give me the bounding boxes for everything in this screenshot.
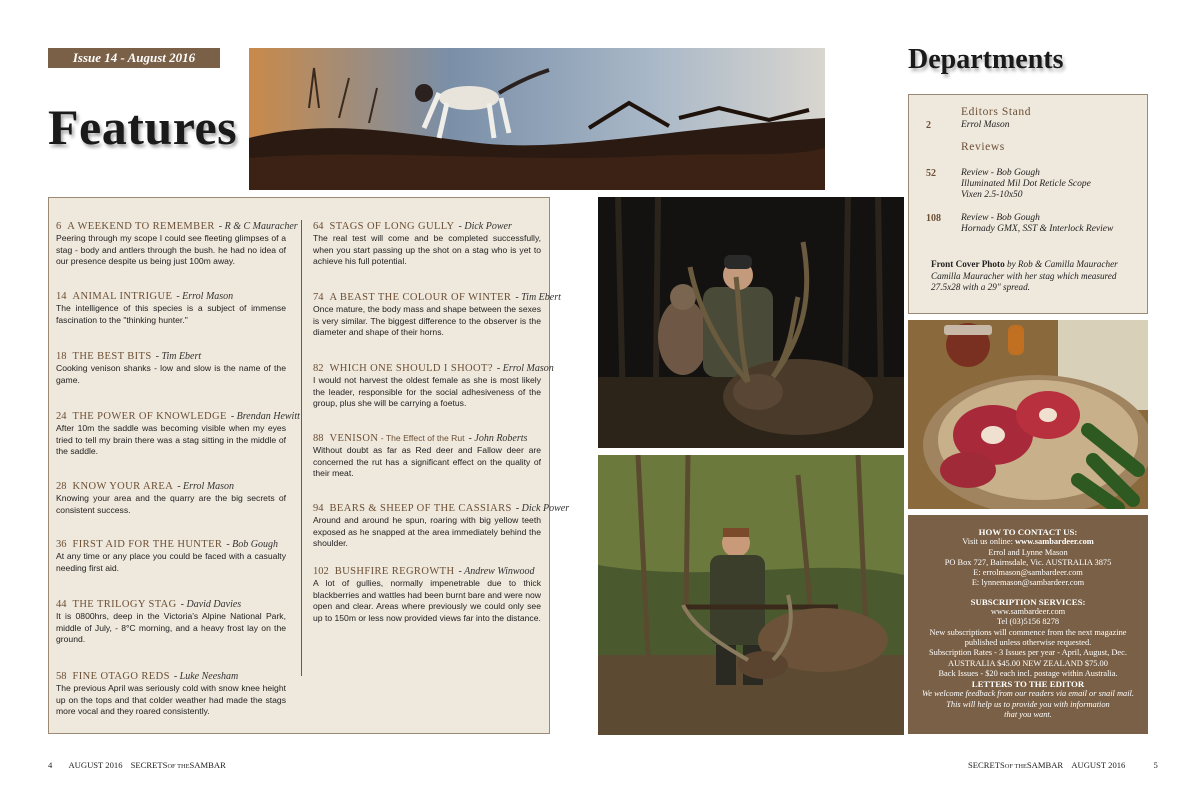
feature-summary: Cooking venison shanks - low and slow is the name of the game. <box>56 363 286 385</box>
features-list-panel <box>48 197 570 734</box>
feature-summary: Once mature, the body mass and shape between the sexes is very similar. The biggest difference to the observer is the diameter and shape of their horns. <box>313 304 541 338</box>
subscription-text: AUSTRALIA $45.00 NEW ZEALAND $75.00 <box>948 658 1108 668</box>
editors-stand-heading: Editors Stand <box>961 106 1032 118</box>
department-page: 2 <box>926 120 931 131</box>
cover-photo-credit <box>931 259 1141 294</box>
feature-summary: I would not harvest the oldest female as she is most likely the leader, responsible for the social adhesiveness of the group, plus she will be carrying a foetus. <box>313 375 541 409</box>
contact-online-label: Visit us online: <box>962 537 1015 547</box>
hero-photo-hunting-dog <box>249 48 825 190</box>
feature-page: 6 <box>56 221 62 232</box>
feature-item[interactable] <box>56 538 286 598</box>
feature-item[interactable] <box>56 220 298 290</box>
feature-title: KNOW YOUR AREA <box>72 481 174 492</box>
feature-author: - Bob Gough <box>226 539 278 550</box>
feature-page: 18 <box>56 351 67 362</box>
feature-title: THE TRILOGY STAG <box>72 599 177 610</box>
letters-text: This will help us to provide you with information <box>946 699 1110 709</box>
feature-summary: Around and around he spun, roaring with big yellow teeth exposed as he snapped at the area immediately behind the shoulder. <box>313 515 541 549</box>
feature-author: - Errol Mason <box>176 291 234 302</box>
feature-summary: Knowing your area and the quarry are the big secrets of consistent success. <box>56 493 286 515</box>
page-number: 4 <box>48 760 53 770</box>
footer-left <box>48 760 226 770</box>
feature-author: - Brendan Hewitt <box>230 411 300 422</box>
feature-item[interactable] <box>313 432 541 502</box>
magazine-name: SECRETSOF THESAMBAR <box>130 760 226 770</box>
letters-text: We welcome feedback from our readers via email or snail mail. <box>922 689 1134 699</box>
subscription-phone: Tel (03)5156 8278 <box>996 617 1060 627</box>
review-line: Illuminated Mil Dot Reticle Scope <box>961 179 1091 189</box>
feature-page: 14 <box>56 291 67 302</box>
feature-author: - Andrew Winwood <box>458 566 535 577</box>
photo-venison-shanks <box>908 320 1148 509</box>
subscription-text: New subscriptions will commence from the next magazine <box>929 627 1127 637</box>
footer-date: AUGUST 2016 <box>68 760 123 770</box>
feature-page: 74 <box>313 292 324 303</box>
subscription-text: Subscription Rates - 3 Issues per year - April, August, Dec. <box>929 648 1127 658</box>
feature-item[interactable] <box>56 350 286 410</box>
feature-summary: Without doubt as far as Red deer and Fallow deer are concerned the rut has a significant effect on the quality of their meat. <box>313 445 541 479</box>
subscription-heading: SUBSCRIPTION SERVICES: <box>970 596 1086 607</box>
departments-heading: Departments <box>908 44 1064 75</box>
features-heading: Features <box>48 99 238 155</box>
feature-title: FINE OTAGO REDS <box>72 671 170 682</box>
feature-page: 102 <box>313 566 329 577</box>
feature-author: - Tim Ebert <box>515 292 561 303</box>
feature-title: THE BEST BITS <box>72 351 152 362</box>
issue-badge: Issue 14 - August 2016 <box>48 48 220 68</box>
column-divider <box>301 220 302 676</box>
review-line[interactable]: Review - Bob Gough <box>961 168 1040 178</box>
features-column-left <box>56 220 300 730</box>
contact-online <box>908 537 1148 547</box>
feature-item[interactable] <box>56 480 286 538</box>
footer-right <box>968 760 1158 770</box>
review-line: Hornady GMX, SST & Interlock Review <box>961 224 1114 234</box>
feature-title: STAGS OF LONG GULLY <box>329 221 455 232</box>
review-line: Vixen 2.5-10x50 <box>961 190 1023 200</box>
feature-title: WHICH ONE SHOULD I SHOOT? <box>329 363 493 374</box>
feature-summary: A lot of gullies, normally impenetrable due to thick blackberries and wattles had been burnt bare and were now open and clear. Areas where previously we could only see up to 150m or less now provided views far into the distance. <box>313 578 541 623</box>
feature-item[interactable] <box>56 410 300 480</box>
contact-panel <box>908 515 1148 734</box>
department-page: 108 <box>926 213 941 224</box>
feature-summary: The real test will come and be completed successfully, when you start passing up the shot on a stag who is yet to achieve his full potential. <box>313 233 541 267</box>
feature-summary: The previous April was seriously cold with snow knee height up on the tops and that colder weather had made the stags more vocal and they roared consistently. <box>56 683 286 717</box>
feature-summary: The intelligence of this species is a subject of immense fascination to the "thinking hunter." <box>56 303 286 325</box>
photo-hunter-with-dog-and-stag <box>598 197 904 448</box>
feature-title: A WEEKEND TO REMEMBER <box>67 221 215 232</box>
feature-title: VENISON <box>329 433 379 444</box>
cover-photo-caption: Camilla Mauracher with her stag which measured 27.5x28 with a 29" spread. <box>931 270 1117 292</box>
feature-page: 28 <box>56 481 67 492</box>
photo-hunter-with-rifle-and-stag <box>598 455 904 735</box>
feature-summary: After 10m the saddle was becoming visible when my eyes tried to tell my brain there was a stag sitting in the middle of the saddle. <box>56 423 286 457</box>
feature-author: - Tim Ebert <box>155 351 202 362</box>
email-link[interactable]: E: lynnemason@sambardeer.com <box>971 578 1085 588</box>
feature-title: BEARS & SHEEP OF THE CASSIARS <box>329 503 512 514</box>
subscription-text: published unless otherwise requested. <box>964 637 1092 647</box>
feature-title: BUSHFIRE REGROWTH <box>334 566 455 577</box>
feature-summary: It is 0800hrs, deep in the Victoria's Alpine National Park, middle of July, - 8°C morning, and a heavy frost lay on the ground. <box>56 611 286 645</box>
page-number: 5 <box>1153 760 1158 770</box>
feature-page: 82 <box>313 363 324 374</box>
magazine-name: SECRETSOF THESAMBAR <box>968 760 1064 770</box>
features-column-right <box>313 220 570 635</box>
reviews-heading: Reviews <box>961 141 1005 153</box>
subscription-website[interactable]: www.sambardeer.com <box>990 607 1066 617</box>
feature-author: - Errol Mason <box>177 481 235 492</box>
website-link[interactable]: www.sambardeer.com <box>1015 537 1094 547</box>
cover-photo-label: Front Cover Photo <box>931 259 1005 269</box>
feature-title: FIRST AID FOR THE HUNTER <box>72 539 223 550</box>
feature-author: - Dick Power <box>515 503 570 514</box>
feature-item[interactable] <box>56 290 286 350</box>
department-page: 52 <box>926 168 936 179</box>
contact-address: PO Box 727, Bairnsdale, Vic. AUSTRALIA 3875 <box>944 557 1112 567</box>
feature-page: 36 <box>56 539 67 550</box>
feature-page: 58 <box>56 671 67 682</box>
feature-author: - David Davies <box>180 599 242 610</box>
feature-page: 44 <box>56 599 67 610</box>
feature-item[interactable] <box>313 502 570 565</box>
feature-author: - Errol Mason <box>496 363 554 374</box>
feature-title: A BEAST THE COLOUR OF WINTER <box>329 292 512 303</box>
feature-item[interactable] <box>313 362 554 432</box>
feature-summary: Peering through my scope I could see fleeting glimpses of a stag - body and antlers through the bush. he had no idea of our presence despite us being just 100m away. <box>56 233 286 267</box>
feature-item[interactable] <box>56 598 286 670</box>
departments-panel <box>908 94 1148 314</box>
feature-author: - Luke Neesham <box>173 671 239 682</box>
feature-title: ANIMAL INTRIGUE <box>72 291 173 302</box>
feature-author: - Dick Power <box>458 221 512 232</box>
feature-item[interactable] <box>313 220 541 291</box>
feature-page: 24 <box>56 411 67 422</box>
feature-summary: At any time or any place you could be faced with a casualty needing first aid. <box>56 551 286 573</box>
feature-title: THE POWER OF KNOWLEDGE <box>72 411 227 422</box>
feature-page: 64 <box>313 221 324 232</box>
letters-heading: LETTERS TO THE EDITOR <box>971 679 1085 690</box>
contact-heading: HOW TO CONTACT US: <box>978 527 1078 537</box>
feature-author: - John Roberts <box>468 433 528 444</box>
feature-page: 88 <box>313 433 324 444</box>
footer-date: AUGUST 2016 <box>1071 760 1126 770</box>
email-link[interactable]: E: errolmason@sambardeer.com <box>973 568 1083 578</box>
feature-item[interactable] <box>313 565 541 635</box>
letters-text: that you want. <box>1004 710 1052 720</box>
feature-item[interactable] <box>56 670 286 730</box>
feature-subtitle: - The Effect of the Rut <box>378 433 465 443</box>
contact-names: Errol and Lynne Mason <box>988 547 1068 557</box>
cover-photo-byline: by Rob & Camilla Mauracher <box>1004 259 1118 269</box>
review-line[interactable]: Review - Bob Gough <box>961 213 1040 223</box>
feature-author: - R & C Mauracher <box>218 221 298 232</box>
department-name: Errol Mason <box>961 120 1010 130</box>
subscription-text: Back Issues - $20 each incl. postage within Australia. <box>938 668 1118 678</box>
feature-item[interactable] <box>313 291 561 362</box>
feature-page: 94 <box>313 503 324 514</box>
